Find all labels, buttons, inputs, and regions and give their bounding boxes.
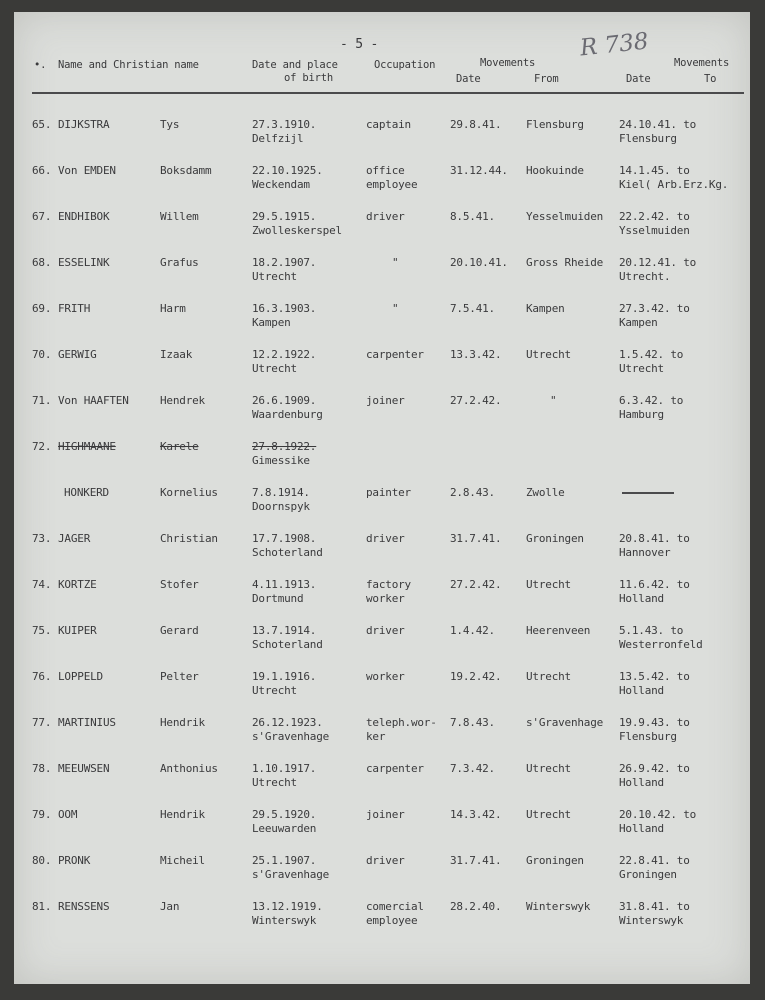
row-arrival-date: 20.10.41. [450,256,508,269]
row-surname: Von HAAFTEN [58,394,129,407]
row-surname: HONKERD [64,486,109,499]
row-departure-date-to: 24.10.41. to [619,118,697,131]
row-given-name: Jan [160,900,180,913]
row-place-of-birth: Utrecht [252,362,297,375]
row-arrival-from: s'Gravenhage [526,716,604,729]
row-given-name: Grafus [160,256,199,269]
row-date-of-birth: 19.1.1916. [252,670,317,683]
row-occupation: office [366,164,405,177]
row-number: 70. [32,348,52,361]
row-number: 68. [32,256,52,269]
row-departure-destination: Holland [619,776,664,789]
row-surname: JAGER [58,532,91,545]
row-surname: OOM [58,808,78,821]
row-departure-destination: Kiel( Arb.Erz.Kg. [619,178,729,191]
row-date-of-birth: 27.3.1910. [252,118,317,131]
row-occupation-line2: worker [366,592,405,605]
row-arrival-from: " [550,394,557,407]
row-given-name: Boksdamm [160,164,212,177]
row-arrival-from: Hookuinde [526,164,584,177]
row-departure-destination: Holland [619,822,664,835]
row-arrival-from: Kampen [526,302,565,315]
row-departure-date-to: 1.5.42. to [619,348,684,361]
row-arrival-from: Heerenveen [526,624,591,637]
row-number: 72. [32,440,52,453]
row-surname: PRONK [58,854,91,867]
row-number: 80. [32,854,52,867]
row-date-of-birth: 29.5.1920. [252,808,317,821]
row-occupation: teleph.wor- [366,716,437,729]
row-arrival-date: 2.8.43. [450,486,495,499]
row-number: 78. [32,762,52,775]
handwritten-reference: R 738 [578,28,650,62]
row-occupation: captain [366,118,411,131]
page-number: - 5 - [340,37,379,52]
row-given-name: Stofer [160,578,199,591]
row-given-name: Izaak [160,348,193,361]
row-place-of-birth: Winterswyk [252,914,317,927]
row-date-of-birth: 27.8.1922. [252,440,317,453]
row-departure-date-to: 26.9.42. to [619,762,690,775]
row-place-of-birth: Dortmund [252,592,304,605]
row-departure-destination: Kampen [619,316,658,329]
row-arrival-date: 7.8.43. [450,716,495,729]
row-arrival-date: 8.5.41. [450,210,495,223]
row-place-of-birth: Weckendam [252,178,310,191]
row-place-of-birth: Zwolleskerspel [252,224,342,237]
row-occupation: driver [366,532,405,545]
row-place-of-birth: Schoterland [252,546,323,559]
row-date-of-birth: 26.12.1923. [252,716,323,729]
row-arrival-from: Utrecht [526,808,571,821]
header-movements-out: Movements [674,57,730,69]
row-place-of-birth: Leeuwarden [252,822,317,835]
row-departure-date-to: 19.9.43. to [619,716,690,729]
row-arrival-date: 1.4.42. [450,624,495,637]
row-given-name: Hendrek [160,394,205,407]
row-surname: ESSELINK [58,256,110,269]
header-movements-in-from: From [534,73,559,85]
row-number: 73. [32,532,52,545]
row-departure-destination: Groningen [619,868,677,881]
row-place-of-birth: Waardenburg [252,408,323,421]
row-date-of-birth: 17.7.1908. [252,532,317,545]
row-occupation-line2: ker [366,730,386,743]
row-place-of-birth: Doornspyk [252,500,310,513]
row-occupation: driver [366,624,405,637]
row-departure-date-to: 6.3.42. to [619,394,684,407]
header-movements-out-date: Date [626,73,651,85]
row-place-of-birth: Schoterland [252,638,323,651]
row-occupation: joiner [366,808,405,821]
row-given-name: Hendrik [160,716,205,729]
header-birth-line2: of birth [284,72,333,84]
row-departure-date-to: 20.10.42. to [619,808,697,821]
row-departure-destination: Utrecht. [619,270,671,283]
row-occupation: carpenter [366,762,424,775]
row-number: 65. [32,118,52,131]
row-departure-destination: Hannover [619,546,671,559]
row-surname: ENDHIBOK [58,210,110,223]
row-departure-destination: Flensburg [619,132,677,145]
header-movements-in-date: Date [456,73,481,85]
row-date-of-birth: 29.5.1915. [252,210,317,223]
row-place-of-birth: s'Gravenhage [252,868,330,881]
row-occupation-line2: employee [366,178,418,191]
header-rule [32,92,744,94]
row-date-of-birth: 22.10.1925. [252,164,323,177]
row-departure-destination: Hamburg [619,408,664,421]
row-given-name: Pelter [160,670,199,683]
document-page [14,12,750,984]
row-place-of-birth: Utrecht [252,270,297,283]
row-occupation: joiner [366,394,405,407]
row-given-name: Micheil [160,854,205,867]
row-given-name: Anthonius [160,762,218,775]
row-arrival-date: 7.5.41. [450,302,495,315]
row-date-of-birth: 18.2.1907. [252,256,317,269]
row-number: 69. [32,302,52,315]
row-departure-date-to: 22.8.41. to [619,854,690,867]
row-departure-date-to: 22.2.42. to [619,210,690,223]
row-departure-date-to: 31.8.41. to [619,900,690,913]
row-occupation: " [392,302,399,315]
row-departure-destination: Flensburg [619,730,677,743]
row-arrival-date: 31.7.41. [450,854,502,867]
row-date-of-birth: 12.2.1922. [252,348,317,361]
row-place-of-birth: s'Gravenhage [252,730,330,743]
departure-blank-dash [622,492,674,494]
row-occupation-line2: employee [366,914,418,927]
row-arrival-date: 27.2.42. [450,578,502,591]
row-arrival-date: 27.2.42. [450,394,502,407]
row-number: 81. [32,900,52,913]
row-surname: MARTINIUS [58,716,116,729]
row-surname: GERWIG [58,348,97,361]
row-given-name: Gerard [160,624,199,637]
row-occupation: carpenter [366,348,424,361]
row-departure-destination: Utrecht [619,362,664,375]
row-place-of-birth: Kampen [252,316,291,329]
row-occupation: worker [366,670,405,683]
row-arrival-from: Flensburg [526,118,584,131]
row-arrival-date: 14.3.42. [450,808,502,821]
row-number: 79. [32,808,52,821]
row-arrival-date: 31.12.44. [450,164,508,177]
row-departure-date-to: 27.3.42. to [619,302,690,315]
row-arrival-date: 28.2.40. [450,900,502,913]
row-arrival-from: Utrecht [526,762,571,775]
header-movements-out-to: To [704,73,717,85]
row-date-of-birth: 1.10.1917. [252,762,317,775]
row-given-name: Christian [160,532,218,545]
row-arrival-date: 31.7.41. [450,532,502,545]
row-date-of-birth: 13.12.1919. [252,900,323,913]
row-occupation: factory [366,578,411,591]
header-number: •. [34,59,47,71]
row-occupation: driver [366,854,405,867]
row-given-name: Tys [160,118,180,131]
row-occupation: driver [366,210,405,223]
header-movements-in: Movements [480,57,536,69]
row-arrival-from: Yesselmuiden [526,210,604,223]
row-date-of-birth: 7.8.1914. [252,486,310,499]
row-number: 74. [32,578,52,591]
row-surname: HIGHMAANE [58,440,116,453]
row-surname: LOPPELD [58,670,103,683]
header-name: Name and Christian name [58,59,199,71]
row-arrival-from: Utrecht [526,670,571,683]
row-surname: KORTZE [58,578,97,591]
row-given-name: Hendrik [160,808,205,821]
row-arrival-from: Zwolle [526,486,565,499]
row-surname: KUIPER [58,624,97,637]
row-place-of-birth: Utrecht [252,684,297,697]
row-number: 67. [32,210,52,223]
row-place-of-birth: Delfzijl [252,132,304,145]
row-departure-destination: Westerronfeld [619,638,703,651]
row-date-of-birth: 16.3.1903. [252,302,317,315]
row-arrival-from: Gross Rheide [526,256,604,269]
row-arrival-from: Groningen [526,854,584,867]
row-departure-date-to: 20.12.41. to [619,256,697,269]
row-departure-destination: Holland [619,592,664,605]
row-occupation: comercial [366,900,424,913]
row-date-of-birth: 13.7.1914. [252,624,317,637]
row-departure-date-to: 14.1.45. to [619,164,690,177]
row-arrival-from: Utrecht [526,578,571,591]
row-date-of-birth: 26.6.1909. [252,394,317,407]
row-given-name: Karele [160,440,199,453]
row-arrival-date: 29.8.41. [450,118,502,131]
row-arrival-date: 13.3.42. [450,348,502,361]
row-surname: FRITH [58,302,91,315]
row-arrival-date: 7.3.42. [450,762,495,775]
row-departure-destination: Winterswyk [619,914,684,927]
row-given-name: Harm [160,302,186,315]
header-birth-line1: Date and place [252,59,338,71]
row-number: 76. [32,670,52,683]
row-arrival-from: Groningen [526,532,584,545]
row-surname: RENSSENS [58,900,110,913]
row-given-name: Kornelius [160,486,218,499]
row-place-of-birth: Gimessike [252,454,310,467]
row-departure-date-to: 13.5.42. to [619,670,690,683]
header-occupation: Occupation [374,59,436,71]
row-number: 77. [32,716,52,729]
row-date-of-birth: 4.11.1913. [252,578,317,591]
row-date-of-birth: 25.1.1907. [252,854,317,867]
row-occupation: " [392,256,399,269]
row-surname: MEEUWSEN [58,762,110,775]
row-arrival-date: 19.2.42. [450,670,502,683]
row-occupation: painter [366,486,411,499]
row-departure-destination: Holland [619,684,664,697]
row-arrival-from: Winterswyk [526,900,591,913]
row-place-of-birth: Utrecht [252,776,297,789]
row-departure-date-to: 11.6.42. to [619,578,690,591]
row-surname: DIJKSTRA [58,118,110,131]
row-departure-date-to: 20.8.41. to [619,532,690,545]
row-number: 75. [32,624,52,637]
row-departure-date-to: 5.1.43. to [619,624,684,637]
row-surname: Von EMDEN [58,164,116,177]
row-departure-destination: Ysselmuiden [619,224,690,237]
row-number: 66. [32,164,52,177]
row-given-name: Willem [160,210,199,223]
row-number: 71. [32,394,52,407]
row-arrival-from: Utrecht [526,348,571,361]
